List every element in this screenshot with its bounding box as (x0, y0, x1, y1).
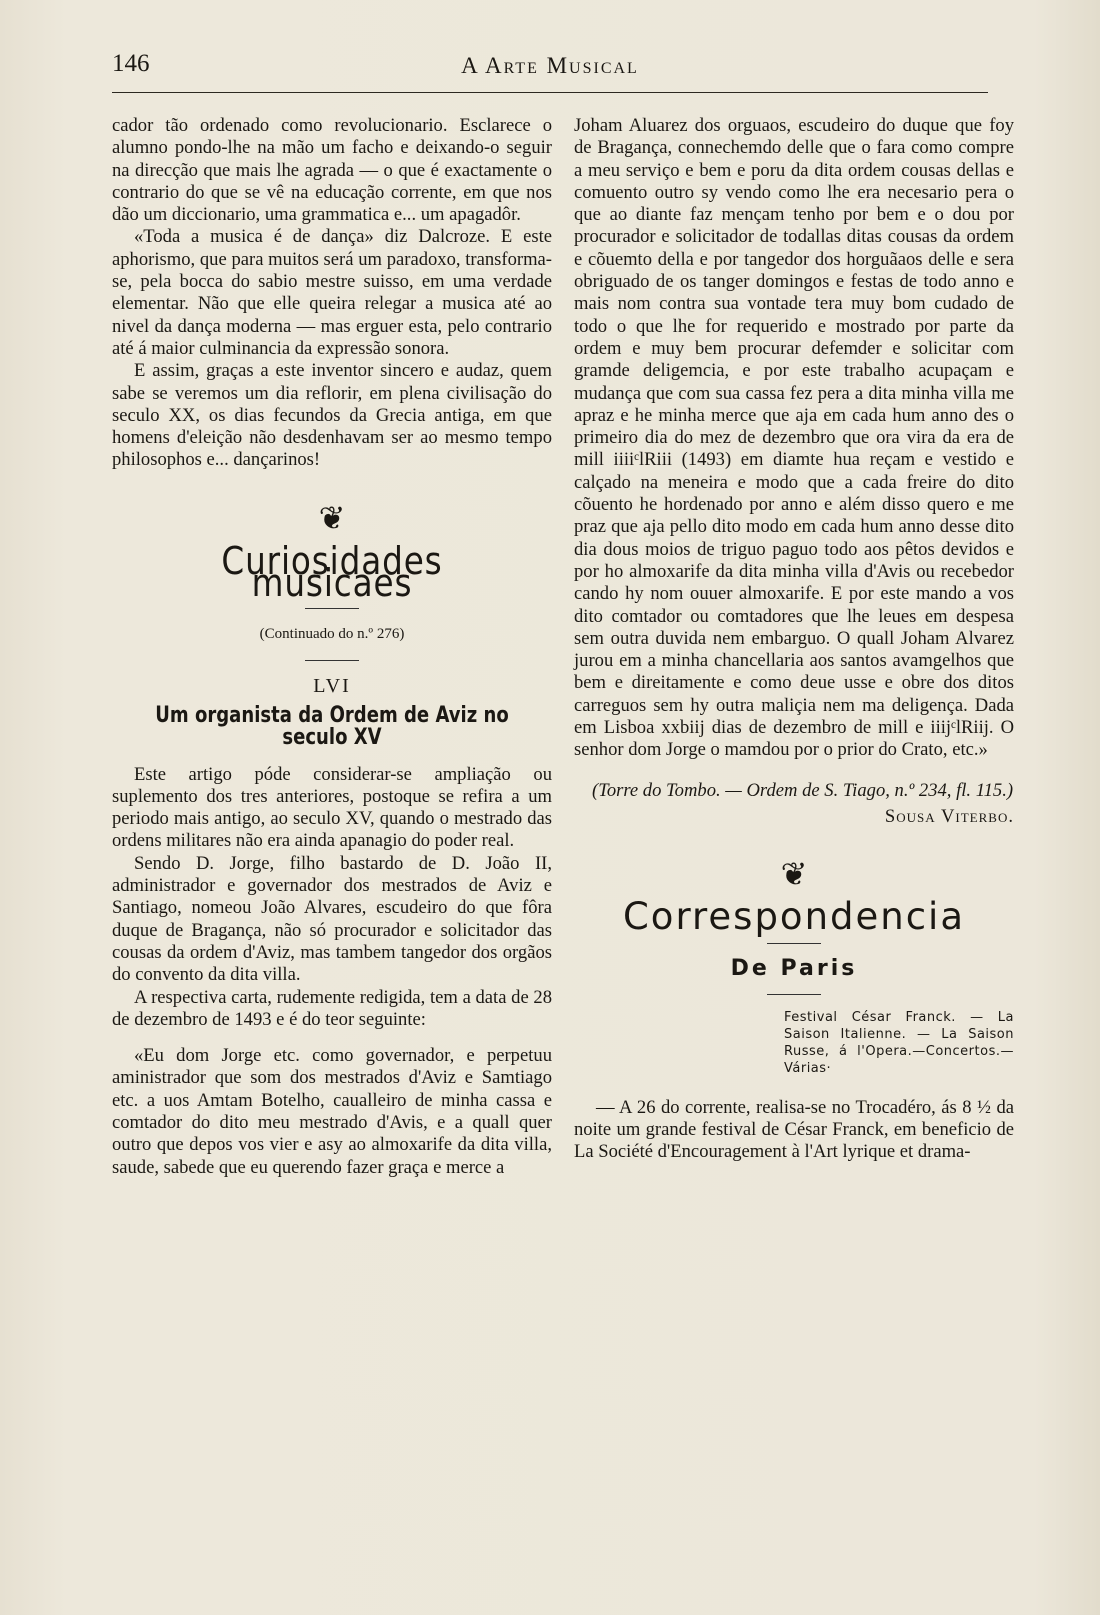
right-column (574, 115, 1014, 1164)
divider (767, 994, 821, 995)
divider (767, 943, 821, 944)
section-subtitle: De Paris (730, 955, 858, 981)
paragraph: Sendo D. Jorge, filho bastardo de D. João II, administrador e governador dos mestrados de Aviz e Santiago, nomeou João Alvares, escudeiro do que fôra duque de Bragança, não só procurador e solicitador das cousas da ordem d'Aviz, mas tambem tangedor dos orgãos do convento da dita villa. (112, 852, 552, 986)
section-title: Curiosidades musicaes (221, 538, 443, 606)
continued-note: (Continuado do n.º 276) (259, 626, 405, 643)
paragraph: A respectiva carta, rudemente redigida, tem a data de 28 de dezembro de 1493 e é do teor seguinte: (112, 986, 552, 1030)
section-title: Correspondencia (622, 895, 966, 939)
running-head (112, 48, 988, 84)
paragraph: cador tão ordenado como revolucionario. Esclarece o alumno pondo-lhe na mão um facho e deixando-o seguir na direcção que mais lhe agrada — o que é exactamente o contrario do que se vê na educação corrente, em que nos dão um diccionario, uma grammatica e... um apagadôr. (112, 115, 552, 226)
paragraph: E assim, graças a este inventor sincero e audaz, quem sabe se veremos um dia reflorir, em plena civilisação do seculo XX, os dias fecundos da Grecia antiga, em que homens d'eleição não desdenhavam ser ao mesmo tempo philosophos e... dançarinos! (112, 360, 552, 471)
quoted-letter-continued: Joham Aluarez dos orguaos, escudeiro do duque que foy de Bragança, connechemdo delle que o fara como compre a meu serviço e bem e poru da dita ordem cousas dellas e comuento outro sy vendo como lhe era necesario pera o que ao diante faz mençam tenho por bem e o dou por procurador e solicitador de todallas ditas cousas da ordem e cõuemto della e por tangedor dos horguãaos delle e sera obriguado de os tanger domingos e festas de todo anno e mais nom contra sua vontade tera muy bom cudado de todo o que lhe for requerido e mostrado por parte da ordem e muy bem procurar defemder e solicitar com gramde deligemcia, e por este trabalho acupaçam e mudança que com sua cassa fez pera a dita minha villa me apraz e he minha merce que aja em cada hum anno des o primeiro dia do mez de dezembro que ora vira da era de mill iiiiᶜlRiii (1493) em diamte hua reçam e vestido e calçado na meneira e modo que a cada freire do dito cõuento he hordenado por anno e além disso quero e me praz que aja pello dito modo em cada hum anno desse dito dia dous moios de triguo paguo todo aos pêtos devidos e por ho almoxarife da dita minha villa d'Avis ou recebedor cando hy nom ouuer almoxarife. E por este mando a vos dito comtador ou comtadores que lhe leues em despesa sem outra duvida nem embarguo. O quall Joham Alvarez jurou em a minha chancellaria aos santos avamgelhos que bem e direitamente e como deue usse e obre dos ditos carreguos sem hy outra maliçia nem ma deligença. Dada em Lisboa xxbiij dias de dezembro de mill e iiijᶜlRiij. O senhor dom Jorge o mamdou por o prior do Crato, etc.» (574, 115, 1014, 761)
article-title: Um organista da Ordem de Aviz no seculo XV (155, 702, 509, 751)
divider (305, 608, 359, 609)
left-column (112, 115, 552, 1179)
divider (305, 660, 359, 661)
header-rule (112, 92, 988, 93)
fleuron-ornament-icon: ❦ (318, 499, 346, 536)
journal-title: A Arte Musical (461, 53, 639, 78)
author-signature: Sousa Viterbo. (884, 805, 1014, 827)
article-number: LVI (313, 674, 351, 697)
citation: (Torre do Tombo. — Ordem de S. Tiago, n.º 234, fl. 115.) (592, 779, 1014, 801)
paragraph: — A 26 do corrente, realisa-se no Trocadéro, ás 8 ½ da noite um grande festival de César Franck, em beneficio de La Société d'Encouragement à l'Art lyrique et drama- (574, 1096, 1014, 1163)
quoted-letter: «Eu dom Jorge etc. como governador, e perpetuu aministrador que som dos mestrados d'Aviz e Samtiago etc. a uos Amtam Botelho, caualleiro de minha cassa e comtador do dito meu mestrado d'Avis, e a quall quer outro que depos vos vier e asy ao almoxarife da dita villa, saude, sabede que eu querendo fazer graça e merce a (112, 1045, 552, 1178)
paragraph: Este artigo póde considerar-se ampliação ou suplemento dos tres anteriores, postoque se refira a um periodo mais antigo, ao seculo XV, quando o mestrado das ordens militares não era ainda apanagio do poder real. (112, 763, 552, 852)
spacer (112, 1031, 552, 1045)
page-number: 146 (112, 50, 150, 77)
fleuron-ornament-icon: ❦ (780, 856, 808, 893)
paragraph: «Toda a musica é de dança» diz Dalcroze. E este aphorismo, que para muitos será um paradoxo, transforma-se, pela bocca do sabio mestre suisso, em uma verdade elementar. Não que elle queira relegar a musica até ao nivel da dança moderna — mas erguer esta, pelo contrario até á maior culminancia da expressão sonora. (112, 226, 552, 359)
summary: Festival César Franck. — La Saison Italienne. — La Saison Russe, á l'Opera.—Concertos.— Várias· (784, 1009, 1014, 1076)
